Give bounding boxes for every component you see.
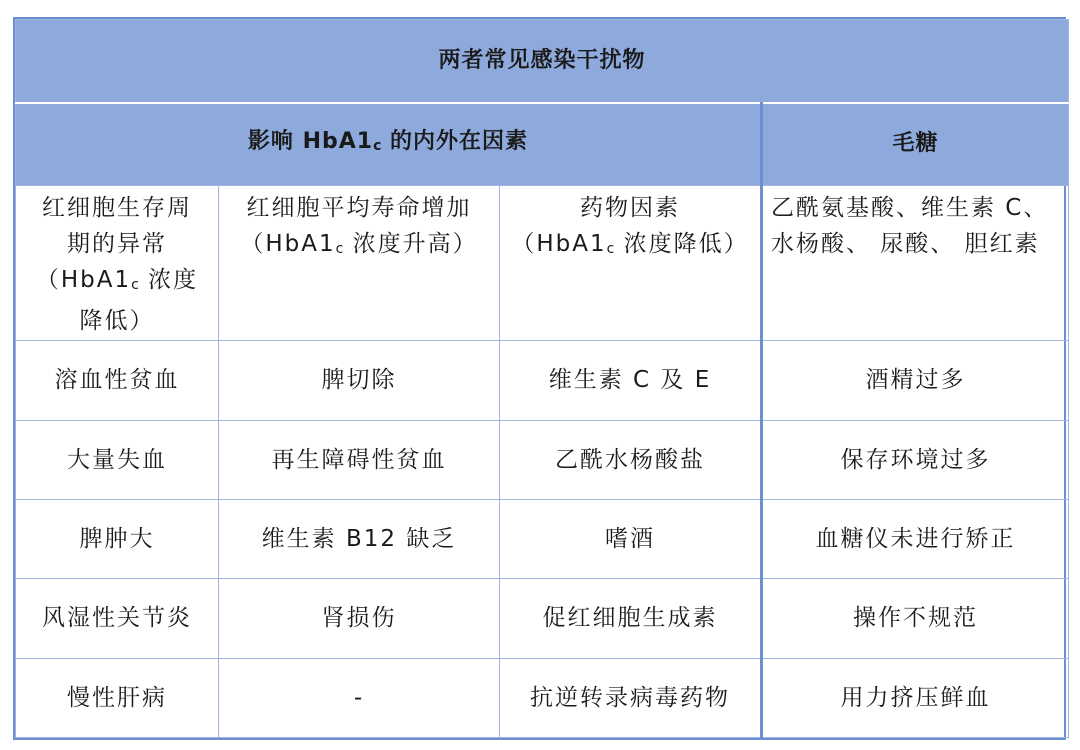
cell-text: （HbA1 bbox=[511, 230, 607, 257]
cell: 抗逆转录病毒药物 bbox=[500, 658, 762, 737]
cell-line bbox=[16, 262, 218, 303]
cell: 脾切除 bbox=[219, 341, 500, 420]
cell: 乙酰水杨酸盐 bbox=[500, 420, 762, 499]
subscript-c: c bbox=[131, 276, 139, 293]
cell: 保存环境过多 bbox=[762, 420, 1069, 499]
cell: 操作不规范 bbox=[762, 579, 1069, 658]
table-row bbox=[16, 420, 1069, 499]
cell: 慢性肝病 bbox=[16, 658, 219, 737]
cell: 血糖仪未进行矫正 bbox=[762, 499, 1069, 578]
cell: 大量失血 bbox=[16, 420, 219, 499]
table-row bbox=[16, 185, 1069, 341]
cell-text: （HbA1 bbox=[240, 230, 336, 257]
table-row bbox=[16, 499, 1069, 578]
cell bbox=[500, 185, 762, 341]
cell: 酒精过多 bbox=[762, 341, 1069, 420]
cell: 用力挤压鲜血 bbox=[762, 658, 1069, 737]
cell-line: 药物因素 bbox=[580, 194, 680, 221]
group-header-prefix: 影响 HbA1 bbox=[247, 129, 374, 155]
cell: 风湿性关节炎 bbox=[16, 579, 219, 658]
cell: 嗜酒 bbox=[500, 499, 762, 578]
cell-line: 降低） bbox=[79, 307, 155, 334]
cell-text: 浓度升高） bbox=[343, 230, 478, 257]
cell: 肾损伤 bbox=[219, 579, 500, 658]
cell-line: 乙酰氨基酸、维生素 C、 bbox=[771, 194, 1049, 221]
table-row bbox=[16, 579, 1069, 658]
group-header-suffix: 的内外在因素 bbox=[381, 129, 529, 155]
cell: 再生障碍性贫血 bbox=[219, 420, 500, 499]
cell bbox=[16, 185, 219, 341]
cell: 促红细胞生成素 bbox=[500, 579, 762, 658]
cell-line: 期的异常 bbox=[67, 230, 167, 257]
cell-line bbox=[219, 226, 499, 267]
group-header-glucose: 毛糖 bbox=[762, 103, 1069, 185]
cell: 脾肿大 bbox=[16, 499, 219, 578]
cell-line bbox=[500, 226, 760, 267]
cell-line: 红细胞平均寿命增加 bbox=[246, 194, 472, 221]
cell: 溶血性贫血 bbox=[16, 341, 219, 420]
cell: 维生素 C 及 E bbox=[500, 341, 762, 420]
interference-table bbox=[13, 17, 1066, 740]
cell-line: 红细胞生存周 bbox=[42, 194, 192, 221]
subscript-c: c bbox=[373, 138, 382, 155]
cell-text: 浓度 bbox=[138, 266, 199, 293]
cell-text: （HbA1 bbox=[35, 266, 132, 293]
subscript-c: c bbox=[335, 240, 344, 257]
cell bbox=[219, 185, 500, 341]
cell: 维生素 B12 缺乏 bbox=[219, 499, 500, 578]
table bbox=[15, 19, 1069, 738]
group-header-hba1c bbox=[16, 103, 762, 185]
cell bbox=[762, 185, 1069, 341]
table-row bbox=[16, 341, 1069, 420]
table-title: 两者常见感染干扰物 bbox=[16, 20, 1069, 103]
table-row bbox=[16, 658, 1069, 737]
cell-line: 水杨酸、 尿酸、 胆红素 bbox=[771, 230, 1040, 257]
cell-text: 浓度降低） bbox=[614, 230, 749, 257]
cell: - bbox=[219, 658, 500, 737]
subscript-c: c bbox=[606, 240, 615, 257]
